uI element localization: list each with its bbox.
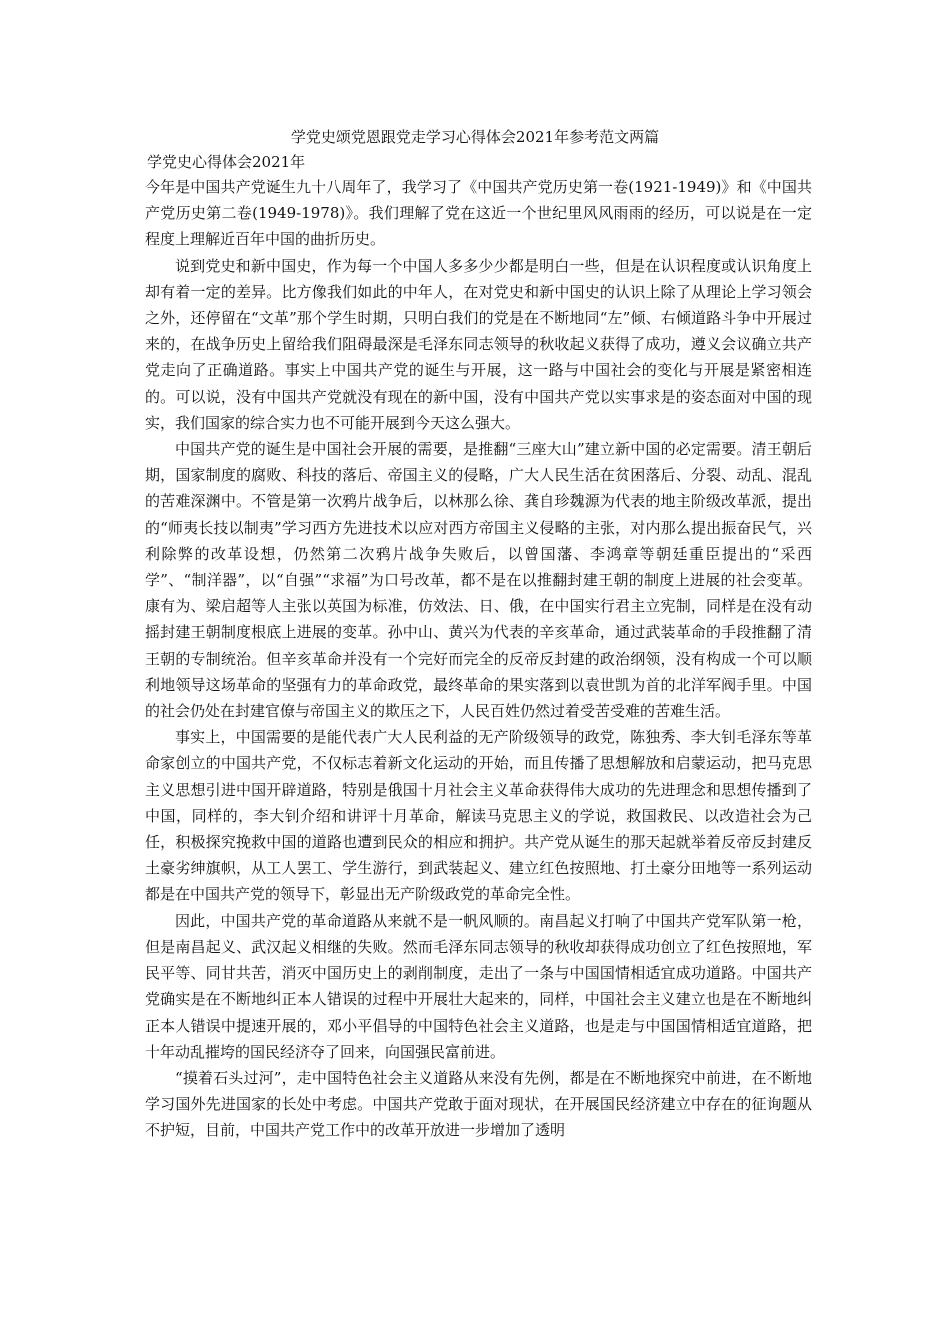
paragraph-3: 中国共产党的诞生是中国社会开展的需要，是推翻“三座大山”建立新中国的必定需要。清王朝后期，国家制度的腐败、科技的落后、帝国主义的侵略，广大人民生活在贫困落后、分裂、动乱、混乱的苦难深渊中。不管是第一次鸦片战争后，以林那么徐、龚自珍魏源为代表的地主阶级改革派，提出的“师夷长技以制夷”学习西方先进技术以应对西方帝国主义侵略的主张，对内那么提出振奋民气，兴利除弊的改革设想，仍然第二次鸦片战争失败后，以曾国藩、李鸿章等朝廷重臣提出的“采西学”、“制洋器”，以“自强”“求福”为口号改革，都不是在以推翻封建王朝的制度上进展的社会变革。康有为、梁启超等人主张以英国为标准，仿效法、日、俄，在中国实行君主立宪制，同样是在没有动摇封建王朝制度根底上进展的变革。孙中山、黄兴为代表的辛亥革命，通过武装革命的手段推翻了清王朝的专制统治。但辛亥革命并没有一个完好而完全的反帝反封建的政治纲领，没有构成一个可以顺利地领导这场革命的坚强有力的革命政党，最终革命的果实落到以袁世凯为首的北洋军阀手里。中国的社会仍处在封建官僚与帝国主义的欺压之下，人民百姓仍然过着受苦受难的苦难生活。 bbox=[145, 440, 812, 721]
paragraph-1: 今年是中国共产党诞生九十八周年了，我学习了《中国共产党历史第一卷(1921-1949)》和《中国共产党历史第二卷(1949-1978)》。我们理解了党在这近一个世纪里风风雨雨的经历，可以说是在一定程度上理解近百年中国的曲折历史。 bbox=[145, 178, 812, 249]
document-title: 学党史颂党恩跟党走学习心得体会2021年参考范文两篇 bbox=[290, 128, 660, 146]
document-body bbox=[145, 174, 812, 1144]
paragraph-4: 事实上，中国需要的是能代表广大人民利益的无产阶级领导的政党，陈独秀、李大钊毛泽东等革命家创立的中国共产党，不仅标志着新文化运动的开始，而且传播了思想解放和启蒙运动，把马克思主义思想引进中国开辟道路，特别是俄国十月社会主义革命获得伟大成功的先进理念和思想传播到了中国，同样的，李大钊介绍和讲评十月革命，解读马克思主义的学说，救国救民、以改造社会为己任，积极探究挽救中国的道路也遭到民众的相应和拥护。共产党从诞生的那天起就举着反帝反封建反土豪劣绅旗帜，从工人罢工、学生游行，到武装起义、建立红色按照地、打土豪分田地等一系列运动都是在中国共产党的领导下，彰显出无产阶级政党的革命完全性。 bbox=[145, 728, 812, 904]
paragraph-6: “摸着石头过河”，走中国特色社会主义道路从来没有先例，都是在不断地探究中前进，在不断地学习国外先进国家的长处中考虑。中国共产党敢于面对现状，在开展国民经济建立中存在的征询题从不护短，目前，中国共产党工作中的改革开放进一步增加了透明 bbox=[145, 1068, 812, 1140]
document-subtitle: 学党史心得体会2021年 bbox=[147, 153, 306, 171]
paragraph-5: 因此，中国共产党的革命道路从来就不是一帆风顺的。南昌起义打响了中国共产党军队第一枪，但是南昌起义、武汉起义相继的失败。然而毛泽东同志领导的秋收却获得成功创立了红色按照地，军民平等、同甘共苦，消灭中国历史上的剥削制度，走出了一条与中国国情相适宜成功道路。中国共产党确实是在不断地纠正本人错误的过程中开展壮大起来的，同样，中国社会主义建立也是在不断地纠正本人错误中提速开展的，邓小平倡导的中国特色社会主义道路，也是走与中国国情相适宜道路，把十年动乱摧垮的国民经济夺了回来，向国强民富前进。 bbox=[145, 911, 812, 1061]
paragraph-2: 说到党史和新中国史，作为每一个中国人多多少少都是明白一些，但是在认识程度或认识角度上却有着一定的差异。比方像我们如此的中年人，在对党史和新中国史的认识上除了从理论上学习领会之外，还停留在“文革”那个学生时期，只明白我们的党是在不断地同“左”倾、右倾道路斗争中开展过来的，在战争历史上留给我们阻碍最深是毛泽东同志领导的秋收起义获得了成功，遵义会议确立共产党走向了正确道路。事实上中国共产党的诞生与开展，这一路与中国社会的变化与开展是紧密相连的。可以说，没有中国共产党就没有现在的新中国，没有中国共产党以实事求是的姿态面对中国的现实，我们国家的综合实力也不可能开展到今天这么强大。 bbox=[145, 256, 812, 432]
